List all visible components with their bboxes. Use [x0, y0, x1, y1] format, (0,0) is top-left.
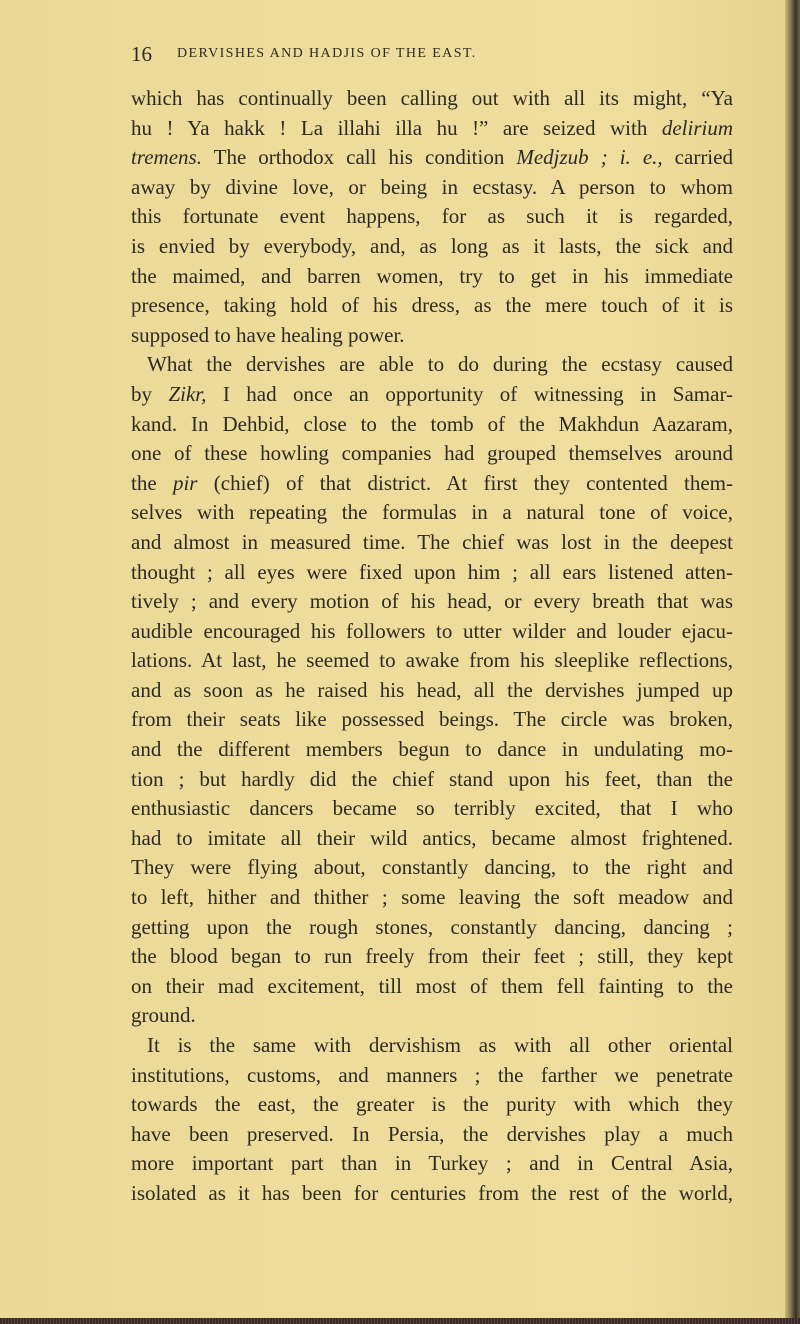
text-segment: on their mad excitement, till most of them fell fainting to the	[131, 973, 733, 998]
text-segment: this fortunate event happens, for as such it is regarded,	[131, 204, 733, 229]
text-segment: away by divine love, or being in ecstasy. A person to whom	[131, 174, 733, 199]
text-line	[131, 1031, 733, 1061]
text-line	[131, 232, 733, 262]
running-title: DERVISHES AND HADJIS OF THE EAST.	[177, 46, 477, 61]
text-line	[131, 84, 733, 114]
text-segment: which has continually been calling out with all its might, “Ya	[131, 86, 733, 110]
text-line	[131, 1179, 733, 1209]
text-segment: and as soon as he raised his head, all the dervishes jumped up	[131, 677, 733, 702]
text-line	[131, 1001, 733, 1031]
text-segment: hu ! Ya hakk ! La illahi illa hu !” are seized with	[131, 115, 662, 140]
text-line	[131, 794, 733, 824]
text-line	[131, 587, 733, 617]
text-segment: the blood began to run freely from their feet ; still, they kept	[131, 944, 733, 969]
text-segment: lations. At last, he seemed to awake from his sleeplike reflections,	[131, 648, 733, 673]
text-segment: and almost in measured time. The chief was lost in the deepest	[131, 529, 733, 554]
text-segment: They were flying about, constantly dancing, to the right and	[131, 855, 733, 880]
text-line	[131, 410, 733, 440]
text-line	[131, 558, 733, 588]
text-segment: ground.	[131, 1003, 196, 1028]
page-header	[131, 42, 733, 66]
text-line	[131, 1149, 733, 1179]
italic-text: Medjzub ; i. e.,	[516, 145, 663, 170]
text-segment: is envied by everybody, and, as long as it lasts, the sick and	[131, 233, 733, 258]
text-segment: and the different members begun to dance in undulating mo-	[131, 737, 733, 762]
text-segment: towards the east, the greater is the purity with which they	[131, 1092, 733, 1117]
text-line	[131, 676, 733, 706]
text-line	[131, 528, 733, 558]
text-segment: from their seats like possessed beings. The circle was broken,	[131, 707, 733, 732]
text-line	[131, 498, 733, 528]
text-segment: (chief) of that district. At first they contented them-	[197, 470, 734, 495]
text-segment: getting upon the rough stones, constantly dancing, dancing ;	[131, 914, 733, 939]
text-line	[131, 321, 733, 351]
page-number: 16	[131, 42, 152, 66]
italic-text: delirium	[661, 115, 733, 140]
text-segment: to left, hither and thither ; some leaving the soft meadow and	[131, 885, 733, 910]
text-segment: supposed to have healing power.	[131, 322, 405, 347]
text-segment: isolated as it has been for centuries from the rest of the world,	[131, 1180, 733, 1205]
text-line	[131, 114, 733, 144]
text-segment: one of these howling companies had grouped themselves around	[131, 441, 733, 466]
book-edge	[785, 0, 800, 1324]
text-line	[131, 824, 733, 854]
text-segment: tion ; but hardly did the chief stand upon his feet, than the	[131, 766, 733, 791]
text-line	[131, 262, 733, 292]
text-line	[131, 143, 733, 173]
text-segment: It is the same with dervishism as with all other oriental	[147, 1033, 733, 1057]
italic-text: tremens.	[131, 145, 202, 170]
text-segment: I had once an opportunity of witnessing in Samar-	[206, 381, 734, 406]
text-line	[131, 291, 733, 321]
page-bottom-edge	[0, 1318, 800, 1324]
text-line	[131, 617, 733, 647]
text-line	[131, 883, 733, 913]
text-line	[131, 439, 733, 469]
text-segment: had to imitate all their wild antics, became almost frightened.	[131, 825, 733, 850]
text-line	[131, 942, 733, 972]
text-line	[131, 1090, 733, 1120]
text-line	[131, 853, 733, 883]
text-line	[131, 972, 733, 1002]
text-segment: more important part than in Turkey ; and in Central Asia,	[131, 1151, 733, 1176]
text-segment: kand. In Dehbid, close to the tomb of the Makhdun Aazaram,	[131, 411, 733, 436]
italic-text: pir	[172, 470, 198, 495]
italic-text: Zikr,	[168, 381, 207, 406]
text-line	[131, 913, 733, 943]
text-line	[131, 646, 733, 676]
text-segment: thought ; all eyes were fixed upon him ; all ears listened atten-	[131, 559, 733, 584]
text-segment: institutions, customs, and manners ; the farther we penetrate	[131, 1062, 733, 1087]
text-segment: selves with repeating the formulas in a natural tone of voice,	[131, 500, 733, 525]
text-line	[131, 380, 733, 410]
text-line	[131, 735, 733, 765]
body-text	[131, 84, 733, 1209]
text-line	[131, 1061, 733, 1091]
text-line	[131, 765, 733, 795]
text-line	[131, 350, 733, 380]
text-line	[131, 705, 733, 735]
text-segment: The orthodox call his condition	[201, 145, 517, 170]
text-line	[131, 1120, 733, 1150]
text-line	[131, 469, 733, 499]
text-segment: by	[131, 381, 169, 406]
text-line	[131, 173, 733, 203]
text-segment: audible encouraged his followers to utter wilder and louder ejacu-	[131, 618, 733, 643]
text-segment: have been preserved. In Persia, the dervishes play a much	[131, 1121, 733, 1146]
text-segment: tively ; and every motion of his head, or every breath that was	[131, 589, 733, 614]
text-segment: the	[131, 470, 173, 495]
text-segment: enthusiastic dancers became so terribly excited, that I who	[131, 796, 733, 821]
text-segment: What the dervishes are able to do during the ecstasy caused	[147, 352, 733, 377]
text-line	[131, 202, 733, 232]
text-segment: carried	[662, 145, 733, 170]
text-segment: presence, taking hold of his dress, as the mere touch of it is	[131, 293, 733, 318]
text-segment: the maimed, and barren women, try to get in his immediate	[131, 263, 733, 288]
